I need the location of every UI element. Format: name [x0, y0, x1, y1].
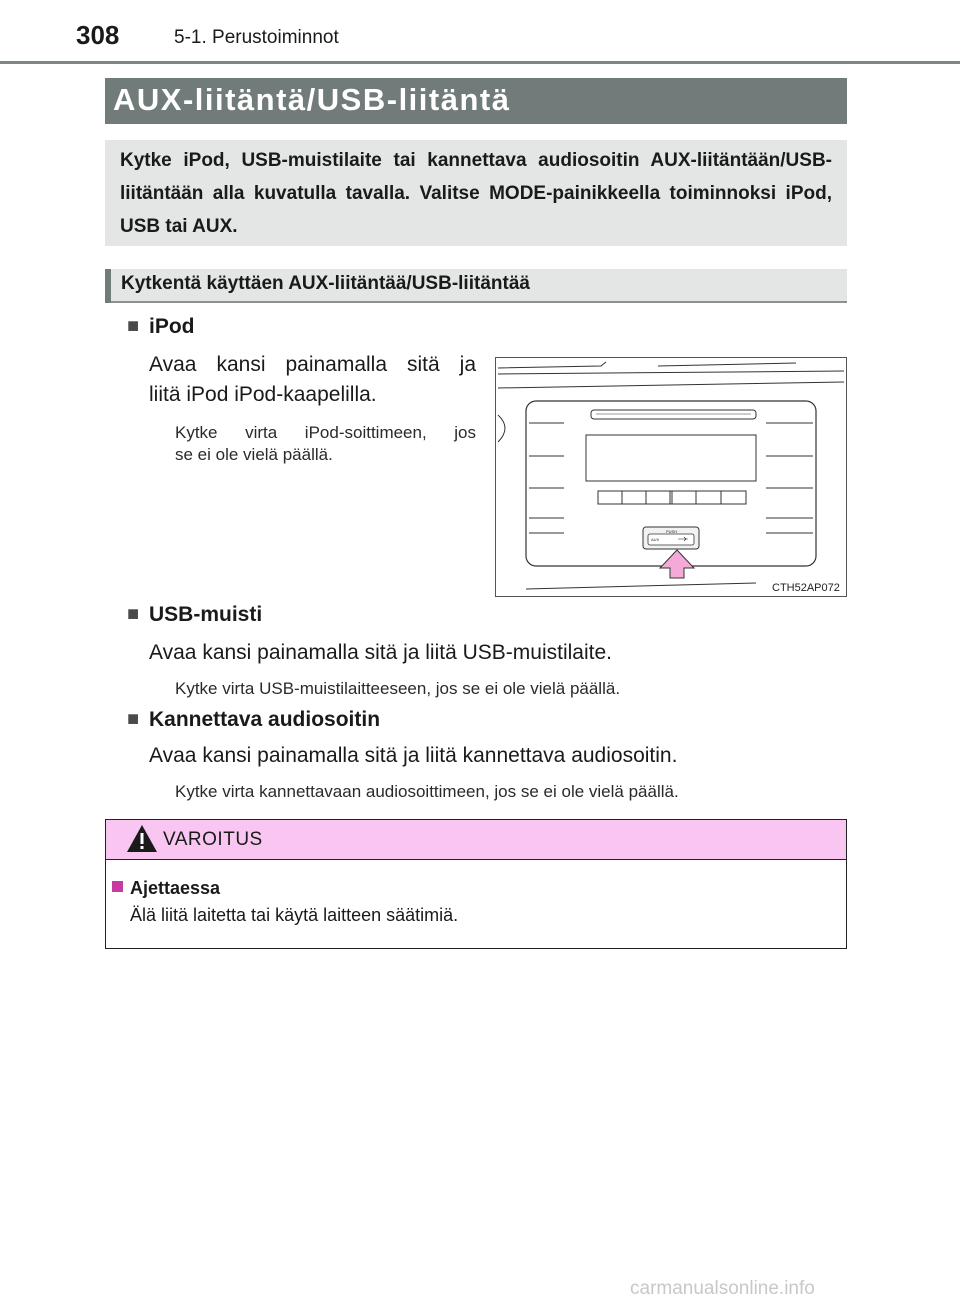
header-rule: [0, 61, 960, 64]
subheading-accent: [105, 269, 111, 303]
warning-subheading: Ajettaessa: [130, 878, 221, 898]
square-bullet-icon: ■: [127, 708, 140, 730]
figure-code: CTH52AP072: [772, 582, 840, 594]
audio-unit-figure: [495, 357, 847, 597]
page-title: AUX-liitäntä/USB-liitäntä: [113, 82, 511, 117]
warning-bullet-icon: [112, 881, 123, 892]
watermark: carmanualsonline.info: [630, 1278, 815, 1299]
item-note-ipod-line1: Kytke virta iPod-soittimeen, jos: [175, 423, 476, 442]
item-body-ipod-line2: liitä iPod iPod-kaapelilla.: [149, 383, 377, 406]
item-body-usb: Avaa kansi painamalla sitä ja liitä USB-muistilaite.: [149, 641, 612, 664]
item-body-portable: Avaa kansi painamalla sitä ja liitä kannettava audiosoitin.: [149, 744, 678, 767]
item-heading-ipod: iPod: [149, 315, 195, 338]
aux-label: AUX: [651, 537, 660, 542]
section-label: 5-1. Perustoiminnot: [174, 27, 339, 48]
warning-triangle-icon: [125, 823, 159, 855]
item-heading-portable: Kannettava audiosoitin: [149, 708, 381, 731]
square-bullet-icon: ■: [127, 315, 140, 337]
item-heading-usb: USB-muisti: [149, 603, 263, 626]
subheading: Kytkentä käyttäen AUX-liitäntää/USB-liitäntää: [121, 273, 530, 294]
intro-text: Kytke iPod, USB-muistilaite tai kannettava audiosoitin AUX-liitäntään/USB-liitäntään alla kuvatulla tavalla. Valitse MODE-painikkeella toiminnoksi iPod, USB tai AUX.: [120, 150, 832, 237]
item-note-ipod-line2: se ei ole vielä päällä.: [175, 445, 333, 464]
square-bullet-icon: ■: [127, 603, 140, 625]
audio-unit-illustration: [496, 358, 846, 596]
warning-title: VAROITUS: [163, 829, 263, 850]
item-body-ipod-line1: Avaa kansi painamalla sitä ja: [149, 353, 476, 376]
push-label: PUSH: [666, 529, 678, 534]
item-note-portable: Kytke virta kannettavaan audiosoittimeen, jos se ei ole vielä päällä.: [175, 782, 679, 801]
warning-body: Älä liitä laitetta tai käytä laitteen säätimiä.: [130, 905, 459, 925]
page-number: 308: [76, 20, 120, 50]
item-note-usb: Kytke virta USB-muistilaitteeseen, jos se ei ole vielä päällä.: [175, 679, 621, 698]
